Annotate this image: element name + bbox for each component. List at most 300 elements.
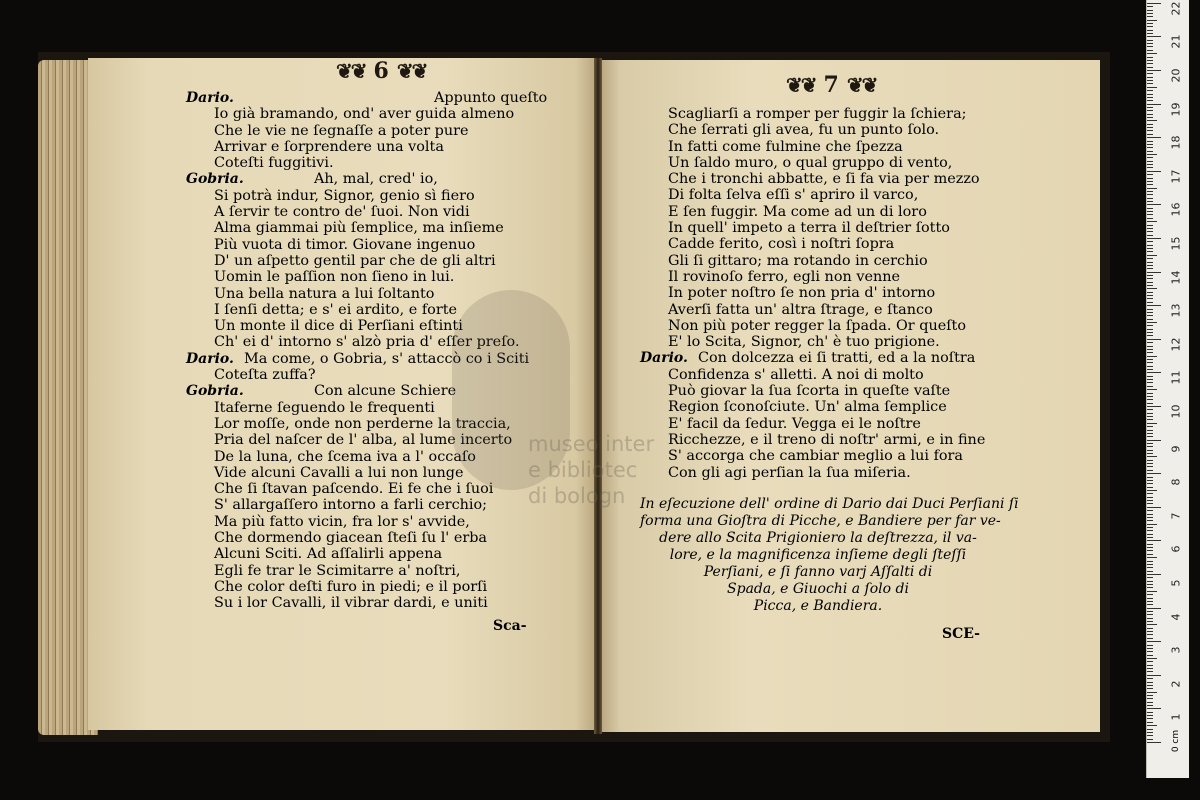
- ruler-tick: [1147, 80, 1153, 81]
- ruler-tick: [1147, 456, 1157, 457]
- ruler-tick: [1147, 151, 1153, 152]
- ruler-tick: [1147, 527, 1153, 528]
- line-text: Si potrà indur, Signor, genio sì fiero: [214, 187, 475, 204]
- ruler-tick: [1147, 419, 1153, 420]
- ruler-tick: [1147, 423, 1157, 424]
- left-page-text: [186, 90, 548, 612]
- text-line: [640, 269, 980, 285]
- ruler-tick: [1147, 295, 1153, 296]
- ruler-tick: [1147, 530, 1153, 531]
- ruler-tick: [1147, 167, 1153, 168]
- ruler-tick: [1147, 372, 1161, 373]
- ruler-tick: [1147, 537, 1153, 538]
- line-text: S' accorga che cambiar meglio a lui fora: [668, 448, 964, 465]
- ruler-tick: [1147, 514, 1153, 515]
- text-line: [640, 122, 980, 138]
- line-text: Più vuota di timor. Giovane ingenuo: [214, 236, 476, 253]
- line-text: Ah, mal, cred' io,: [314, 171, 438, 188]
- ruler-tick: [1147, 685, 1153, 686]
- line-text: Alcuni Sciti. Ad aſſalirli appena: [214, 546, 443, 563]
- ruler-tick: [1147, 6, 1153, 7]
- ruler-tick: [1147, 631, 1153, 632]
- ruler-tick: [1147, 430, 1153, 431]
- text-line: [186, 481, 536, 497]
- ruler-tick: [1147, 366, 1153, 367]
- line-text: Ma più fatto vicin, fra lor s' avvide,: [214, 513, 470, 530]
- ruler-tick: [1147, 624, 1157, 625]
- line-text: Con alcune Schiere: [314, 383, 457, 400]
- ruler-tick: [1147, 715, 1153, 716]
- ruler-tick: [1147, 154, 1157, 155]
- ruler-tick: [1147, 450, 1153, 451]
- ruler-tick: [1147, 46, 1153, 47]
- text-line: [186, 302, 536, 318]
- ruler-tick: [1147, 141, 1153, 142]
- stage-direction: [640, 496, 1019, 615]
- ruler-tick: [1147, 83, 1153, 84]
- ruler-tick: [1147, 702, 1153, 703]
- ruler-tick: [1147, 30, 1153, 31]
- ruler-tick: [1147, 16, 1153, 17]
- right-page-text: [640, 106, 986, 481]
- line-text: A ſervir te contro de' ſuoi. Non vidi: [214, 204, 470, 221]
- line-text: Io già bramando, ond' aver guida almeno: [214, 106, 515, 123]
- ruler-tick: [1147, 70, 1161, 71]
- text-line: [186, 465, 536, 481]
- text-line: [640, 334, 980, 350]
- ruler-tick: [1147, 466, 1153, 467]
- stage-line: Perſiani, e ſi fanno varj Aſſalti di: [703, 564, 933, 580]
- watermark-line: museo inter: [528, 432, 655, 456]
- text-line: [186, 90, 548, 106]
- right-page-header: [786, 72, 876, 98]
- text-line: [640, 171, 980, 187]
- right-ornament-icon: ❦❦: [786, 73, 816, 97]
- ruler-tick: [1147, 335, 1153, 336]
- ruler-label: 4: [1169, 613, 1183, 621]
- ruler-tick: [1147, 302, 1153, 303]
- text-line: [186, 204, 536, 220]
- speaker-name: Dario.: [640, 350, 688, 367]
- ruler-tick: [1147, 651, 1153, 652]
- ruler-tick: [1147, 309, 1153, 310]
- ruler-tick: [1147, 218, 1153, 219]
- ruler-tick: [1147, 36, 1161, 37]
- ruler-tick: [1147, 658, 1157, 659]
- ruler-tick: [1147, 604, 1153, 605]
- ruler-tick: [1147, 161, 1153, 162]
- ruler-tick: [1147, 94, 1153, 95]
- ruler-tick: [1147, 359, 1153, 360]
- ruler-tick: [1147, 114, 1153, 115]
- line-text: E' lo Scita, Signor, ch' è tuo prigione.: [668, 334, 940, 351]
- ruler-tick: [1147, 285, 1153, 286]
- ruler-tick: [1147, 540, 1161, 541]
- text-line: [186, 106, 536, 122]
- left-catchword: Sca-: [493, 618, 527, 634]
- left-ornament-icon-right: ❦❦: [396, 59, 427, 83]
- ruler-tick: [1147, 356, 1157, 357]
- ruler-tick: [1147, 194, 1153, 195]
- ruler-tick: [1147, 413, 1153, 414]
- ruler-tick: [1147, 346, 1153, 347]
- ruler-tick: [1147, 409, 1153, 410]
- ruler-tick: [1147, 386, 1153, 387]
- ruler-tick: [1147, 329, 1153, 330]
- text-line: [186, 416, 536, 432]
- watermark-line: di bologn: [528, 484, 626, 508]
- ruler-tick: [1147, 349, 1153, 350]
- line-text: Coteſti fuggitivi.: [214, 155, 334, 172]
- ruler-tick: [1147, 268, 1153, 269]
- ruler-tick: [1147, 379, 1153, 380]
- text-line: [186, 579, 536, 595]
- text-line: [640, 155, 980, 171]
- ruler-tick: [1147, 564, 1153, 565]
- line-text: In poter noſtro ſe non pria d' intorno: [668, 285, 936, 302]
- ruler-label: 6: [1169, 545, 1183, 553]
- ruler-label: 9: [1169, 445, 1183, 453]
- ruler-tick: [1147, 628, 1153, 629]
- ruler-tick: [1147, 490, 1157, 491]
- ruler-tick: [1147, 63, 1153, 64]
- ruler-tick: [1147, 382, 1153, 383]
- ruler-tick: [1147, 238, 1161, 239]
- ruler-tick: [1147, 567, 1153, 568]
- line-text: Cadde ferito, così i noſtri ſopra: [668, 236, 895, 253]
- line-text: Che dormendo giacean ſteſi ſu l' erba: [214, 530, 488, 547]
- ruler-label: 18: [1169, 135, 1183, 150]
- ruler-tick: [1147, 688, 1153, 689]
- text-line: [640, 465, 980, 481]
- line-text: E' facil da ſedur. Vegga ei le noſtre: [668, 415, 921, 432]
- ruler-tick: [1147, 265, 1153, 266]
- text-line: [186, 139, 536, 155]
- ruler-tick: [1147, 725, 1157, 726]
- line-text: Confidenza s' alletti. A noi di molto: [668, 366, 924, 383]
- ruler-tick: [1147, 436, 1153, 437]
- ruler-tick: [1147, 483, 1153, 484]
- ruler-tick: [1147, 184, 1153, 185]
- ruler-tick: [1147, 708, 1161, 709]
- ruler-tick: [1147, 426, 1153, 427]
- left-page-header: [336, 58, 426, 84]
- ruler-tick: [1147, 641, 1161, 642]
- ruler-tick: [1147, 322, 1157, 323]
- ruler-tick: [1147, 362, 1153, 363]
- ruler-tick: [1147, 722, 1153, 723]
- ruler-tick: [1147, 26, 1153, 27]
- watermark-line: e bibliotec: [528, 458, 638, 482]
- ruler-tick: [1147, 547, 1153, 548]
- ruler-tick: [1147, 591, 1157, 592]
- ruler-tick: [1147, 225, 1153, 226]
- ruler-tick: [1147, 638, 1153, 639]
- ruler-tick: [1147, 100, 1153, 101]
- ruler-tick: [1147, 137, 1161, 138]
- text-line: [640, 106, 980, 122]
- line-text: Appunto queſto: [434, 90, 548, 106]
- line-text: E ſen fuggir. Ma come ad un di loro: [668, 203, 927, 220]
- ruler-tick: [1147, 534, 1153, 535]
- ruler-tick: [1147, 241, 1153, 242]
- line-text: Una bella natura a lui ſoltanto: [214, 285, 435, 302]
- ruler-tick: [1147, 470, 1153, 471]
- line-text: Che le vie ne ſegnaſſe a poter pure: [214, 122, 469, 139]
- ruler-label: 2: [1169, 680, 1183, 688]
- ruler-tick: [1147, 406, 1161, 407]
- ruler-tick: [1147, 262, 1153, 263]
- left-ornament-icon: ❦❦: [336, 59, 366, 83]
- ruler-tick: [1147, 571, 1153, 572]
- ruler-tick: [1147, 342, 1153, 343]
- text-line: [640, 399, 980, 415]
- text-line: [640, 285, 980, 301]
- text-line: [640, 318, 980, 334]
- ruler-tick: [1147, 198, 1153, 199]
- text-line: [640, 187, 980, 203]
- ruler-tick: [1147, 678, 1153, 679]
- ruler-tick: [1147, 292, 1153, 293]
- ruler-tick: [1147, 33, 1153, 34]
- text-line: [186, 334, 536, 350]
- ruler-tick: [1147, 403, 1153, 404]
- stage-line: dere allo Scita Prigioniero la deſtrezza, il va-: [659, 530, 977, 546]
- ruler-tick: [1147, 682, 1153, 683]
- line-text: Di folta ſelva eſſi s' apriro il varco,: [668, 187, 919, 204]
- stage-line: forma una Gioſtra di Picche, e Bandiere per far ve-: [640, 513, 1001, 529]
- ruler-tick: [1147, 577, 1153, 578]
- ruler-tick: [1147, 339, 1161, 340]
- ruler-tick: [1147, 181, 1153, 182]
- text-line: [186, 155, 536, 171]
- ruler-tick: [1147, 60, 1153, 61]
- ruler-tick: [1147, 554, 1153, 555]
- text-line: [640, 139, 980, 155]
- ruler-tick: [1147, 416, 1153, 417]
- ruler-tick: [1147, 272, 1161, 273]
- ruler-tick: [1147, 503, 1153, 504]
- text-line: [186, 563, 536, 579]
- text-line: [640, 220, 980, 236]
- ruler-tick: [1147, 117, 1153, 118]
- text-line: [186, 171, 536, 187]
- ruler-tick: [1147, 124, 1153, 125]
- ruler-tick: [1147, 188, 1157, 189]
- ruler-tick: [1147, 621, 1153, 622]
- text-line: [186, 318, 536, 334]
- text-line: [186, 514, 536, 530]
- line-text: Con gli agi perſian la ſua miſeria.: [668, 464, 911, 481]
- ruler-tick: [1147, 443, 1153, 444]
- ruler-tick: [1147, 288, 1157, 289]
- line-text: Vide alcuni Cavalli a lui non lunge: [214, 464, 464, 481]
- right-catchword: SCE-: [942, 626, 980, 642]
- ruler-tick: [1147, 735, 1153, 736]
- line-text: Coteſta zuffa?: [214, 367, 316, 384]
- text-line: [640, 253, 980, 269]
- ruler-tick: [1147, 671, 1153, 672]
- text-line: [186, 237, 536, 253]
- ruler-tick: [1147, 742, 1161, 743]
- text-line: [640, 236, 980, 252]
- ruler-tick: [1147, 214, 1153, 215]
- ruler-tick: [1147, 369, 1153, 370]
- measurement-ruler: [1146, 0, 1189, 778]
- line-text: S' allargaſſero intorno a farli cerchio;: [214, 497, 488, 514]
- ruler-tick: [1147, 389, 1157, 390]
- ruler-tick: [1147, 396, 1153, 397]
- ruler-tick: [1147, 497, 1153, 498]
- text-line: [186, 367, 536, 383]
- ruler-tick: [1147, 561, 1153, 562]
- ruler-tick: [1147, 574, 1161, 575]
- ruler-tick: [1147, 174, 1153, 175]
- ruler-tick: [1147, 248, 1153, 249]
- text-line: [640, 204, 980, 220]
- line-text: Itaferne ſeguendo le frequenti: [214, 399, 435, 416]
- ruler-tick: [1147, 191, 1153, 192]
- book-gutter: [594, 58, 602, 734]
- ruler-tick: [1147, 517, 1153, 518]
- text-line: [186, 123, 536, 139]
- text-line: [186, 400, 536, 416]
- ruler-tick: [1147, 399, 1153, 400]
- ruler-tick: [1147, 520, 1153, 521]
- line-text: In fatti come fulmine che ſpezza: [668, 138, 903, 155]
- ruler-tick: [1147, 332, 1153, 333]
- ruler-tick: [1147, 544, 1153, 545]
- ruler-tick: [1147, 67, 1153, 68]
- ruler-tick: [1147, 480, 1153, 481]
- ruler-tick: [1147, 732, 1153, 733]
- ruler-tick: [1147, 50, 1153, 51]
- ruler-tick: [1147, 487, 1153, 488]
- speaker-name: Dario.: [186, 350, 234, 367]
- text-line: [640, 431, 986, 448]
- ruler-tick: [1147, 608, 1161, 609]
- ruler-tick: [1147, 127, 1153, 128]
- ruler-tick: [1147, 718, 1153, 719]
- ruler-label: 20: [1169, 68, 1183, 83]
- ruler-tick: [1147, 550, 1153, 551]
- ruler-tick: [1147, 655, 1153, 656]
- line-text: Con dolcezza ei ſi tratti, ed a la noſtra: [698, 350, 976, 367]
- ruler-tick: [1147, 228, 1153, 229]
- text-line: [186, 546, 536, 562]
- ruler-tick: [1147, 13, 1153, 14]
- ruler-tick: [1147, 376, 1153, 377]
- ruler-tick: [1147, 692, 1157, 693]
- line-text: Può giovar la ſua ſcorta in queſte vaſte: [668, 383, 951, 400]
- ruler-tick: [1147, 235, 1153, 236]
- ruler-tick: [1147, 251, 1153, 252]
- line-text: Arrivar e ſorprendere una volta: [214, 138, 444, 155]
- ruler-tick: [1147, 661, 1153, 662]
- ruler-tick: [1147, 598, 1153, 599]
- ruler-label: 7: [1169, 512, 1183, 520]
- line-text: De la luna, che ſcema iva a l' occaſo: [214, 448, 476, 465]
- ruler-label: 16: [1169, 202, 1183, 217]
- line-text: Lor moſſe, onde non perderne la traccia,: [214, 415, 511, 432]
- line-text: Un ſaldo muro, o qual gruppo di vento,: [668, 154, 953, 171]
- ruler-tick: [1147, 130, 1153, 131]
- ruler-tick: [1147, 164, 1153, 165]
- ruler-tick: [1147, 53, 1157, 54]
- stage-line: Picca, e Bandiera.: [753, 598, 883, 614]
- text-line: [186, 530, 536, 546]
- ruler-tick: [1147, 325, 1153, 326]
- ruler-tick: [1147, 258, 1153, 259]
- ruler-tick: [1147, 43, 1153, 44]
- line-text: I ſenſi detta; e s' ei ardito, e forte: [214, 301, 457, 318]
- ruler-label: 8: [1169, 478, 1183, 486]
- ruler-tick: [1147, 305, 1161, 306]
- line-text: Che ſerrati gli avea, fu un punto ſolo.: [668, 122, 940, 139]
- ruler-tick: [1147, 73, 1153, 74]
- ruler-tick: [1147, 40, 1153, 41]
- stage-line: In eſecuzione dell' ordine di Dario dai Duci Perſiani ſi: [640, 496, 1019, 512]
- ruler-tick: [1147, 393, 1153, 394]
- line-text: In quell' impeto a terra il deſtrier ſotto: [668, 220, 950, 237]
- text-line: [186, 595, 536, 611]
- ruler-tick: [1147, 77, 1153, 78]
- line-text: Ch' ei d' intorno s' alzò pria d' eſſer preſo.: [214, 334, 520, 351]
- stage-line: Spada, e Giuochi a ſolo di: [727, 581, 909, 597]
- ruler-tick: [1147, 90, 1153, 91]
- ruler-tick: [1147, 712, 1153, 713]
- ruler-tick: [1147, 134, 1153, 135]
- text-line: [186, 432, 536, 448]
- ruler-tick: [1147, 104, 1161, 105]
- text-line: [186, 286, 536, 302]
- ruler-tick: [1147, 584, 1153, 585]
- stage-line: lore, e la magnificenza inſieme degli ſteſſi: [669, 547, 967, 563]
- ruler-label: 10: [1169, 404, 1183, 419]
- ruler-tick: [1147, 705, 1153, 706]
- line-text: Pria del naſcer de l' alba, al lume incerto: [214, 432, 513, 449]
- ruler-label: 1: [1169, 713, 1183, 721]
- ruler-tick: [1147, 453, 1153, 454]
- text-line: [186, 269, 536, 285]
- ruler-tick: [1147, 695, 1153, 696]
- ruler-tick: [1147, 107, 1153, 108]
- ruler-tick: [1147, 352, 1153, 353]
- ruler-tick: [1147, 208, 1153, 209]
- ruler-tick: [1147, 171, 1161, 172]
- ruler-label: 15: [1169, 236, 1183, 251]
- line-text: Scagliarſi a romper per fuggir la ſchiera;: [668, 106, 967, 122]
- ruler-tick: [1147, 493, 1153, 494]
- line-text: Che ſi ſtavan paſcendo. Ei fe che i ſuoi: [214, 481, 494, 498]
- ruler-tick: [1147, 87, 1157, 88]
- ruler-tick: [1147, 500, 1153, 501]
- ruler-tick: [1147, 665, 1153, 666]
- speaker-name: Gobria.: [186, 383, 244, 400]
- text-line: [186, 220, 536, 236]
- ruler-tick: [1147, 507, 1161, 508]
- text-line: [186, 383, 536, 399]
- line-text: Averſi fatta un' altra ſtrage, e ſtanco: [668, 301, 933, 318]
- speaker-name: Gobria.: [186, 171, 244, 188]
- ruler-tick: [1147, 319, 1153, 320]
- line-text: Su i lor Cavalli, il vibrar dardi, e uniti: [214, 595, 488, 612]
- ruler-tick: [1147, 312, 1153, 313]
- ruler-tick: [1147, 221, 1157, 222]
- ruler-tick: [1147, 557, 1157, 558]
- text-line: [640, 302, 980, 318]
- ruler-tick: [1147, 298, 1153, 299]
